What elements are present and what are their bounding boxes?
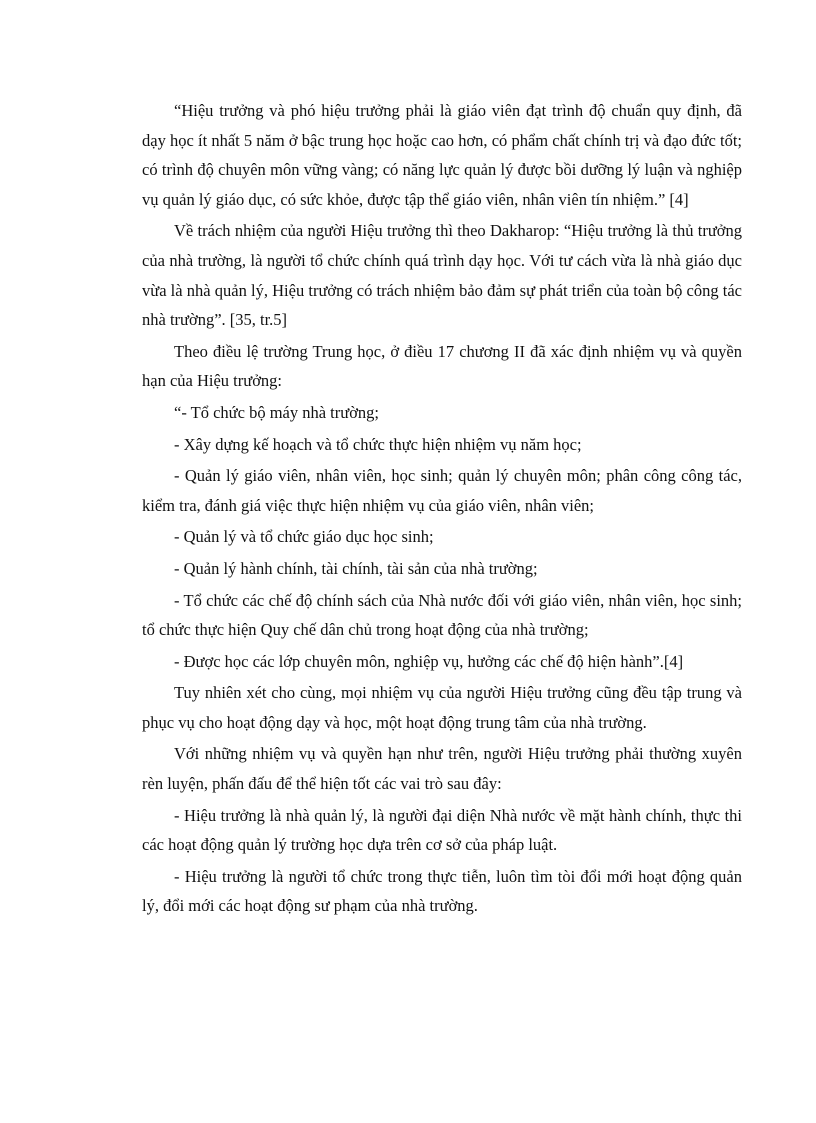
list-item-7: - Được học các lớp chuyên môn, nghiệp vụ, hưởng các chế độ hiện hành”.[4] <box>174 651 684 671</box>
paragraph-5: Với những nhiệm vụ và quyền hạn như trên, người Hiệu trưởng phải thường xuyên rèn luyện, phấn đấu để thể hiện tốt các vai trò sau đây: <box>142 744 742 794</box>
role-item-1: - Hiệu trưởng là nhà quản lý, là người đại diện Nhà nước về mặt hành chính, thực thi các hoạt động quản lý trường học dựa trên cơ sở của pháp luật. <box>142 805 742 855</box>
list-item-4: - Quản lý và tổ chức giáo dục học sinh; <box>174 527 434 547</box>
list-item-5: - Quản lý hành chính, tài chính, tài sản của nhà trường; <box>174 558 538 578</box>
list-item-1: “- Tổ chức bộ máy nhà trường; <box>174 402 380 422</box>
paragraph-3: Theo điều lệ trường Trung học, ở điều 17 chương II đã xác định nhiệm vụ và quyền hạn của Hiệu trưởng: <box>142 341 742 391</box>
body-text <box>142 96 742 921</box>
paragraph-2: Về trách nhiệm của người Hiệu trưởng thì theo Dakharop: “Hiệu trưởng là thủ trưởng của nhà trường, là người tổ chức chính quá trình dạy học. Với tư cách vừa là nhà giáo dục vừa là nhà quản lý, Hiệu trưởng có trách nhiệm bảo đảm sự phát triển của toàn bộ công tác nhà trường”. [35, tr.5] <box>142 221 742 330</box>
paragraph-4: Tuy nhiên xét cho cùng, mọi nhiệm vụ của người Hiệu trưởng cũng đều tập trung và phục vụ cho hoạt động dạy và học, một hoạt động trung tâm của nhà trường. <box>142 683 742 732</box>
list-item-2: - Xây dựng kế hoạch và tổ chức thực hiện nhiệm vụ năm học; <box>174 434 582 454</box>
paragraph-1: “Hiệu trưởng và phó hiệu trưởng phải là giáo viên đạt trình độ chuẩn quy định, đã dạy học ít nhất 5 năm ở bậc trung học hoặc cao hơn, có phẩm chất chính trị và đạo đức tốt; có trình độ chuyên môn vững vàng; có năng lực quản lý được bồi dưỡng lý luận và nghiệp vụ quản lý giáo dục, có sức khỏe, được tập thể giáo viên, nhân viên tín nhiệm.” [4] <box>142 101 742 209</box>
list-item-3: - Quản lý giáo viên, nhân viên, học sinh; quản lý chuyên môn; phân công công tác, kiểm tra, đánh giá việc thực hiện nhiệm vụ của giáo viên, nhân viên; <box>142 466 742 515</box>
role-item-2: - Hiệu trưởng là người tổ chức trong thực tiễn, luôn tìm tòi đổi mới hoạt động quản lý, đổi mới các hoạt động sư phạm của nhà trường. <box>142 866 742 916</box>
list-item-6: - Tổ chức các chế độ chính sách của Nhà nước đối với giáo viên, nhân viên, học sinh; tổ chức thực hiện Quy chế dân chủ trong hoạt động của nhà trường; <box>142 590 742 640</box>
